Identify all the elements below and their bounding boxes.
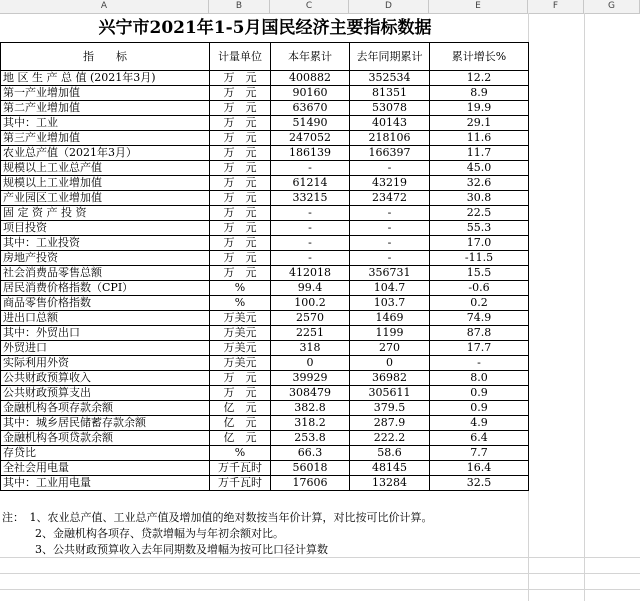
cumulative-cell[interactable]: -: [271, 161, 350, 176]
unit-cell[interactable]: %: [210, 296, 271, 311]
column-header-bar: [0, 0, 640, 14]
table-row: [1, 101, 529, 116]
grid-row-line: [0, 589, 640, 590]
cumulative-cell[interactable]: 0: [271, 356, 350, 371]
indicator-cell[interactable]: 实际利用外资: [1, 356, 210, 371]
last-year-cell[interactable]: 53078: [350, 101, 430, 116]
grid-row-line: [0, 557, 640, 558]
growth-cell[interactable]: 15.5: [430, 266, 529, 281]
cumulative-cell[interactable]: -: [271, 221, 350, 236]
cumulative-cell[interactable]: 63670: [271, 101, 350, 116]
last-year-cell[interactable]: 23472: [350, 191, 430, 206]
table-row: [1, 206, 529, 221]
table-row: [1, 296, 529, 311]
last-year-cell[interactable]: 166397: [350, 146, 430, 161]
table-row: [1, 86, 529, 101]
unit-cell[interactable]: 万美元: [210, 311, 271, 326]
table-row: [1, 326, 529, 341]
last-year-cell[interactable]: 103.7: [350, 296, 430, 311]
indicator-cell[interactable]: 金融机构各项贷款余额: [1, 431, 210, 446]
last-year-cell[interactable]: 1199: [350, 326, 430, 341]
indicator-cell[interactable]: 固 定 资 产 投 资: [1, 206, 210, 221]
cumulative-cell[interactable]: 61214: [271, 176, 350, 191]
unit-cell[interactable]: 万 元: [210, 131, 271, 146]
indicator-cell[interactable]: 第一产业增加值: [1, 86, 210, 101]
growth-cell[interactable]: 0.9: [430, 386, 529, 401]
last-year-cell[interactable]: 81351: [350, 86, 430, 101]
growth-cell[interactable]: -0.6: [430, 281, 529, 296]
sheet-title: 兴宁市2021年1-5月国民经济主要指标数据: [98, 18, 432, 38]
unit-cell[interactable]: 万美元: [210, 341, 271, 356]
growth-cell[interactable]: 22.5: [430, 206, 529, 221]
last-year-cell[interactable]: 58.6: [350, 446, 430, 461]
column-header-B[interactable]: B: [209, 0, 270, 13]
table-row: [1, 416, 529, 431]
last-year-cell[interactable]: 43219: [350, 176, 430, 191]
growth-cell[interactable]: 0.9: [430, 401, 529, 416]
indicator-cell[interactable]: 其中：工业: [1, 116, 210, 131]
table-row: [1, 191, 529, 206]
indicator-cell[interactable]: 进出口总额: [1, 311, 210, 326]
last-year-cell[interactable]: 218106: [350, 131, 430, 146]
unit-cell[interactable]: 万 元: [210, 161, 271, 176]
last-year-cell[interactable]: 305611: [350, 386, 430, 401]
unit-cell[interactable]: 万美元: [210, 326, 271, 341]
cumulative-cell[interactable]: 186139: [271, 146, 350, 161]
table-header-row: [1, 43, 529, 71]
last-year-cell[interactable]: 13284: [350, 476, 430, 491]
table-row: [1, 131, 529, 146]
table-row: [1, 266, 529, 281]
indicator-cell[interactable]: 产业园区工业增加值: [1, 191, 210, 206]
growth-cell[interactable]: 19.9: [430, 101, 529, 116]
cumulative-cell[interactable]: 412018: [271, 266, 350, 281]
cumulative-cell[interactable]: -: [271, 236, 350, 251]
growth-cell[interactable]: 4.9: [430, 416, 529, 431]
unit-cell[interactable]: %: [210, 281, 271, 296]
cumulative-cell[interactable]: 308479: [271, 386, 350, 401]
unit-cell[interactable]: 万 元: [210, 371, 271, 386]
last-year-cell[interactable]: -: [350, 221, 430, 236]
table-row: [1, 431, 529, 446]
last-year-cell[interactable]: 48145: [350, 461, 430, 476]
growth-cell[interactable]: -: [430, 356, 529, 371]
growth-cell[interactable]: 12.2: [430, 71, 529, 86]
indicator-cell[interactable]: 地 区 生 产 总 值 (2021年3月): [1, 71, 210, 86]
cumulative-cell[interactable]: 66.3: [271, 446, 350, 461]
indicator-cell[interactable]: 商品零售价格指数: [1, 296, 210, 311]
unit-cell[interactable]: %: [210, 446, 271, 461]
growth-cell[interactable]: 30.8: [430, 191, 529, 206]
growth-cell[interactable]: 6.4: [430, 431, 529, 446]
growth-cell[interactable]: 74.9: [430, 311, 529, 326]
growth-cell[interactable]: 87.8: [430, 326, 529, 341]
table-row: [1, 371, 529, 386]
last-year-cell[interactable]: 287.9: [350, 416, 430, 431]
last-year-cell[interactable]: -: [350, 161, 430, 176]
growth-cell[interactable]: 29.1: [430, 116, 529, 131]
table-row: [1, 146, 529, 161]
header-growth[interactable]: 累计增长%: [430, 43, 529, 71]
table-row: [1, 161, 529, 176]
growth-cell[interactable]: 8.9: [430, 86, 529, 101]
indicator-cell[interactable]: 居民消费价格指数（CPI）: [1, 281, 210, 296]
table-row: [1, 461, 529, 476]
unit-cell[interactable]: 万 元: [210, 86, 271, 101]
cumulative-cell[interactable]: 100.2: [271, 296, 350, 311]
table-row: [1, 71, 529, 86]
unit-cell[interactable]: 万 元: [210, 251, 271, 266]
table-row: [1, 311, 529, 326]
table-row: [1, 221, 529, 236]
last-year-cell[interactable]: 270: [350, 341, 430, 356]
column-header-E[interactable]: E: [429, 0, 528, 13]
column-header-F[interactable]: F: [528, 0, 584, 13]
table-row: [1, 176, 529, 191]
table-row: [1, 386, 529, 401]
table-row: [1, 356, 529, 371]
indicator-cell[interactable]: 房地产投资: [1, 251, 210, 266]
cumulative-cell[interactable]: 253.8: [271, 431, 350, 446]
cumulative-cell[interactable]: 99.4: [271, 281, 350, 296]
cumulative-cell[interactable]: -: [271, 251, 350, 266]
indicator-cell[interactable]: 农业总产值（2021年3月）: [1, 146, 210, 161]
unit-cell[interactable]: 万 元: [210, 146, 271, 161]
column-header-G[interactable]: G: [584, 0, 640, 13]
cumulative-cell[interactable]: 33215: [271, 191, 350, 206]
indicator-table: [0, 42, 529, 491]
unit-cell[interactable]: 亿 元: [210, 416, 271, 431]
table-row: [1, 476, 529, 491]
cumulative-cell[interactable]: 247052: [271, 131, 350, 146]
growth-cell[interactable]: 0.2: [430, 296, 529, 311]
table-row: [1, 116, 529, 131]
indicator-cell[interactable]: 其中：工业用电量: [1, 476, 210, 491]
unit-cell[interactable]: 万 元: [210, 191, 271, 206]
last-year-cell[interactable]: -: [350, 236, 430, 251]
indicator-cell[interactable]: 存贷比: [1, 446, 210, 461]
cumulative-cell[interactable]: 318.2: [271, 416, 350, 431]
cumulative-cell[interactable]: 90160: [271, 86, 350, 101]
cumulative-cell[interactable]: -: [271, 206, 350, 221]
indicator-cell[interactable]: 第二产业增加值: [1, 101, 210, 116]
unit-cell[interactable]: 万 元: [210, 206, 271, 221]
cumulative-cell[interactable]: 39929: [271, 371, 350, 386]
table-row: [1, 251, 529, 266]
indicator-cell[interactable]: 全社会用电量: [1, 461, 210, 476]
indicator-cell[interactable]: 公共财政预算收入: [1, 371, 210, 386]
footnote-line: 3、公共财政预算收入去年同期数及增幅为按可比口径计算数: [2, 543, 328, 556]
header-indicator[interactable]: 指 标: [1, 43, 210, 71]
cumulative-cell[interactable]: 17606: [271, 476, 350, 491]
cumulative-cell[interactable]: 51490: [271, 116, 350, 131]
column-header-D[interactable]: D: [349, 0, 429, 13]
column-header-C[interactable]: C: [270, 0, 349, 13]
footnote-line: 注： 1、农业总产值、工业总产值及增加值的绝对数按当年价计算，对比按可比价计算。: [2, 511, 433, 524]
cumulative-cell[interactable]: 318: [271, 341, 350, 356]
unit-cell[interactable]: 万 元: [210, 101, 271, 116]
unit-cell[interactable]: 万 元: [210, 71, 271, 86]
growth-cell[interactable]: 32.6: [430, 176, 529, 191]
indicator-cell[interactable]: 第三产业增加值: [1, 131, 210, 146]
unit-cell[interactable]: 万千瓦时: [210, 476, 271, 491]
unit-cell[interactable]: 亿 元: [210, 431, 271, 446]
indicator-cell[interactable]: 其中：工业投资: [1, 236, 210, 251]
unit-cell[interactable]: 亿 元: [210, 401, 271, 416]
indicator-cell[interactable]: 项目投资: [1, 221, 210, 236]
last-year-cell[interactable]: 352534: [350, 71, 430, 86]
last-year-cell[interactable]: 222.2: [350, 431, 430, 446]
unit-cell[interactable]: 万 元: [210, 236, 271, 251]
unit-cell[interactable]: 万千瓦时: [210, 461, 271, 476]
growth-cell[interactable]: 55.3: [430, 221, 529, 236]
growth-cell[interactable]: 17.0: [430, 236, 529, 251]
growth-cell[interactable]: 17.7: [430, 341, 529, 356]
table-row: [1, 446, 529, 461]
growth-cell[interactable]: 7.7: [430, 446, 529, 461]
last-year-cell[interactable]: -: [350, 251, 430, 266]
last-year-cell[interactable]: 40143: [350, 116, 430, 131]
header-unit[interactable]: 计量单位: [210, 43, 271, 71]
indicator-cell[interactable]: 外贸进口: [1, 341, 210, 356]
indicator-cell[interactable]: 公共财政预算支出: [1, 386, 210, 401]
indicator-cell[interactable]: 规模以上工业总产值: [1, 161, 210, 176]
cumulative-cell[interactable]: 2570: [271, 311, 350, 326]
indicator-cell[interactable]: 其中：外贸出口: [1, 326, 210, 341]
cumulative-cell[interactable]: 56018: [271, 461, 350, 476]
growth-cell[interactable]: 32.5: [430, 476, 529, 491]
indicator-cell[interactable]: 社会消费品零售总额: [1, 266, 210, 281]
indicator-cell[interactable]: 其中：城乡居民储蓄存款余额: [1, 416, 210, 431]
last-year-cell[interactable]: 0: [350, 356, 430, 371]
last-year-cell[interactable]: -: [350, 206, 430, 221]
unit-cell[interactable]: 万 元: [210, 176, 271, 191]
footnote-line: 2、金融机构各项存、贷款增幅为与年初余额对比。: [2, 527, 284, 540]
table-row: [1, 401, 529, 416]
growth-cell[interactable]: 8.0: [430, 371, 529, 386]
indicator-cell[interactable]: 金融机构各项存款余额: [1, 401, 210, 416]
column-header-A[interactable]: A: [0, 0, 209, 13]
growth-cell[interactable]: 11.6: [430, 131, 529, 146]
table-row: [1, 236, 529, 251]
table-row: [1, 341, 529, 356]
unit-cell[interactable]: 万美元: [210, 356, 271, 371]
last-year-cell[interactable]: 1469: [350, 311, 430, 326]
growth-cell[interactable]: 11.7: [430, 146, 529, 161]
unit-cell[interactable]: 万 元: [210, 386, 271, 401]
header-last-year[interactable]: 去年同期累计: [350, 43, 430, 71]
growth-cell[interactable]: -11.5: [430, 251, 529, 266]
last-year-cell[interactable]: 379.5: [350, 401, 430, 416]
growth-cell[interactable]: 16.4: [430, 461, 529, 476]
cumulative-cell[interactable]: 400882: [271, 71, 350, 86]
last-year-cell[interactable]: 104.7: [350, 281, 430, 296]
last-year-cell[interactable]: 356731: [350, 266, 430, 281]
cumulative-cell[interactable]: 2251: [271, 326, 350, 341]
grid-column-line: [584, 13, 585, 601]
unit-cell[interactable]: 万 元: [210, 221, 271, 236]
indicator-cell[interactable]: 规模以上工业增加值: [1, 176, 210, 191]
header-cumulative[interactable]: 本年累计: [271, 43, 350, 71]
table-row: [1, 281, 529, 296]
unit-cell[interactable]: 万 元: [210, 116, 271, 131]
grid-row-line: [0, 573, 640, 574]
last-year-cell[interactable]: 36982: [350, 371, 430, 386]
cumulative-cell[interactable]: 382.8: [271, 401, 350, 416]
unit-cell[interactable]: 万 元: [210, 266, 271, 281]
growth-cell[interactable]: 45.0: [430, 161, 529, 176]
